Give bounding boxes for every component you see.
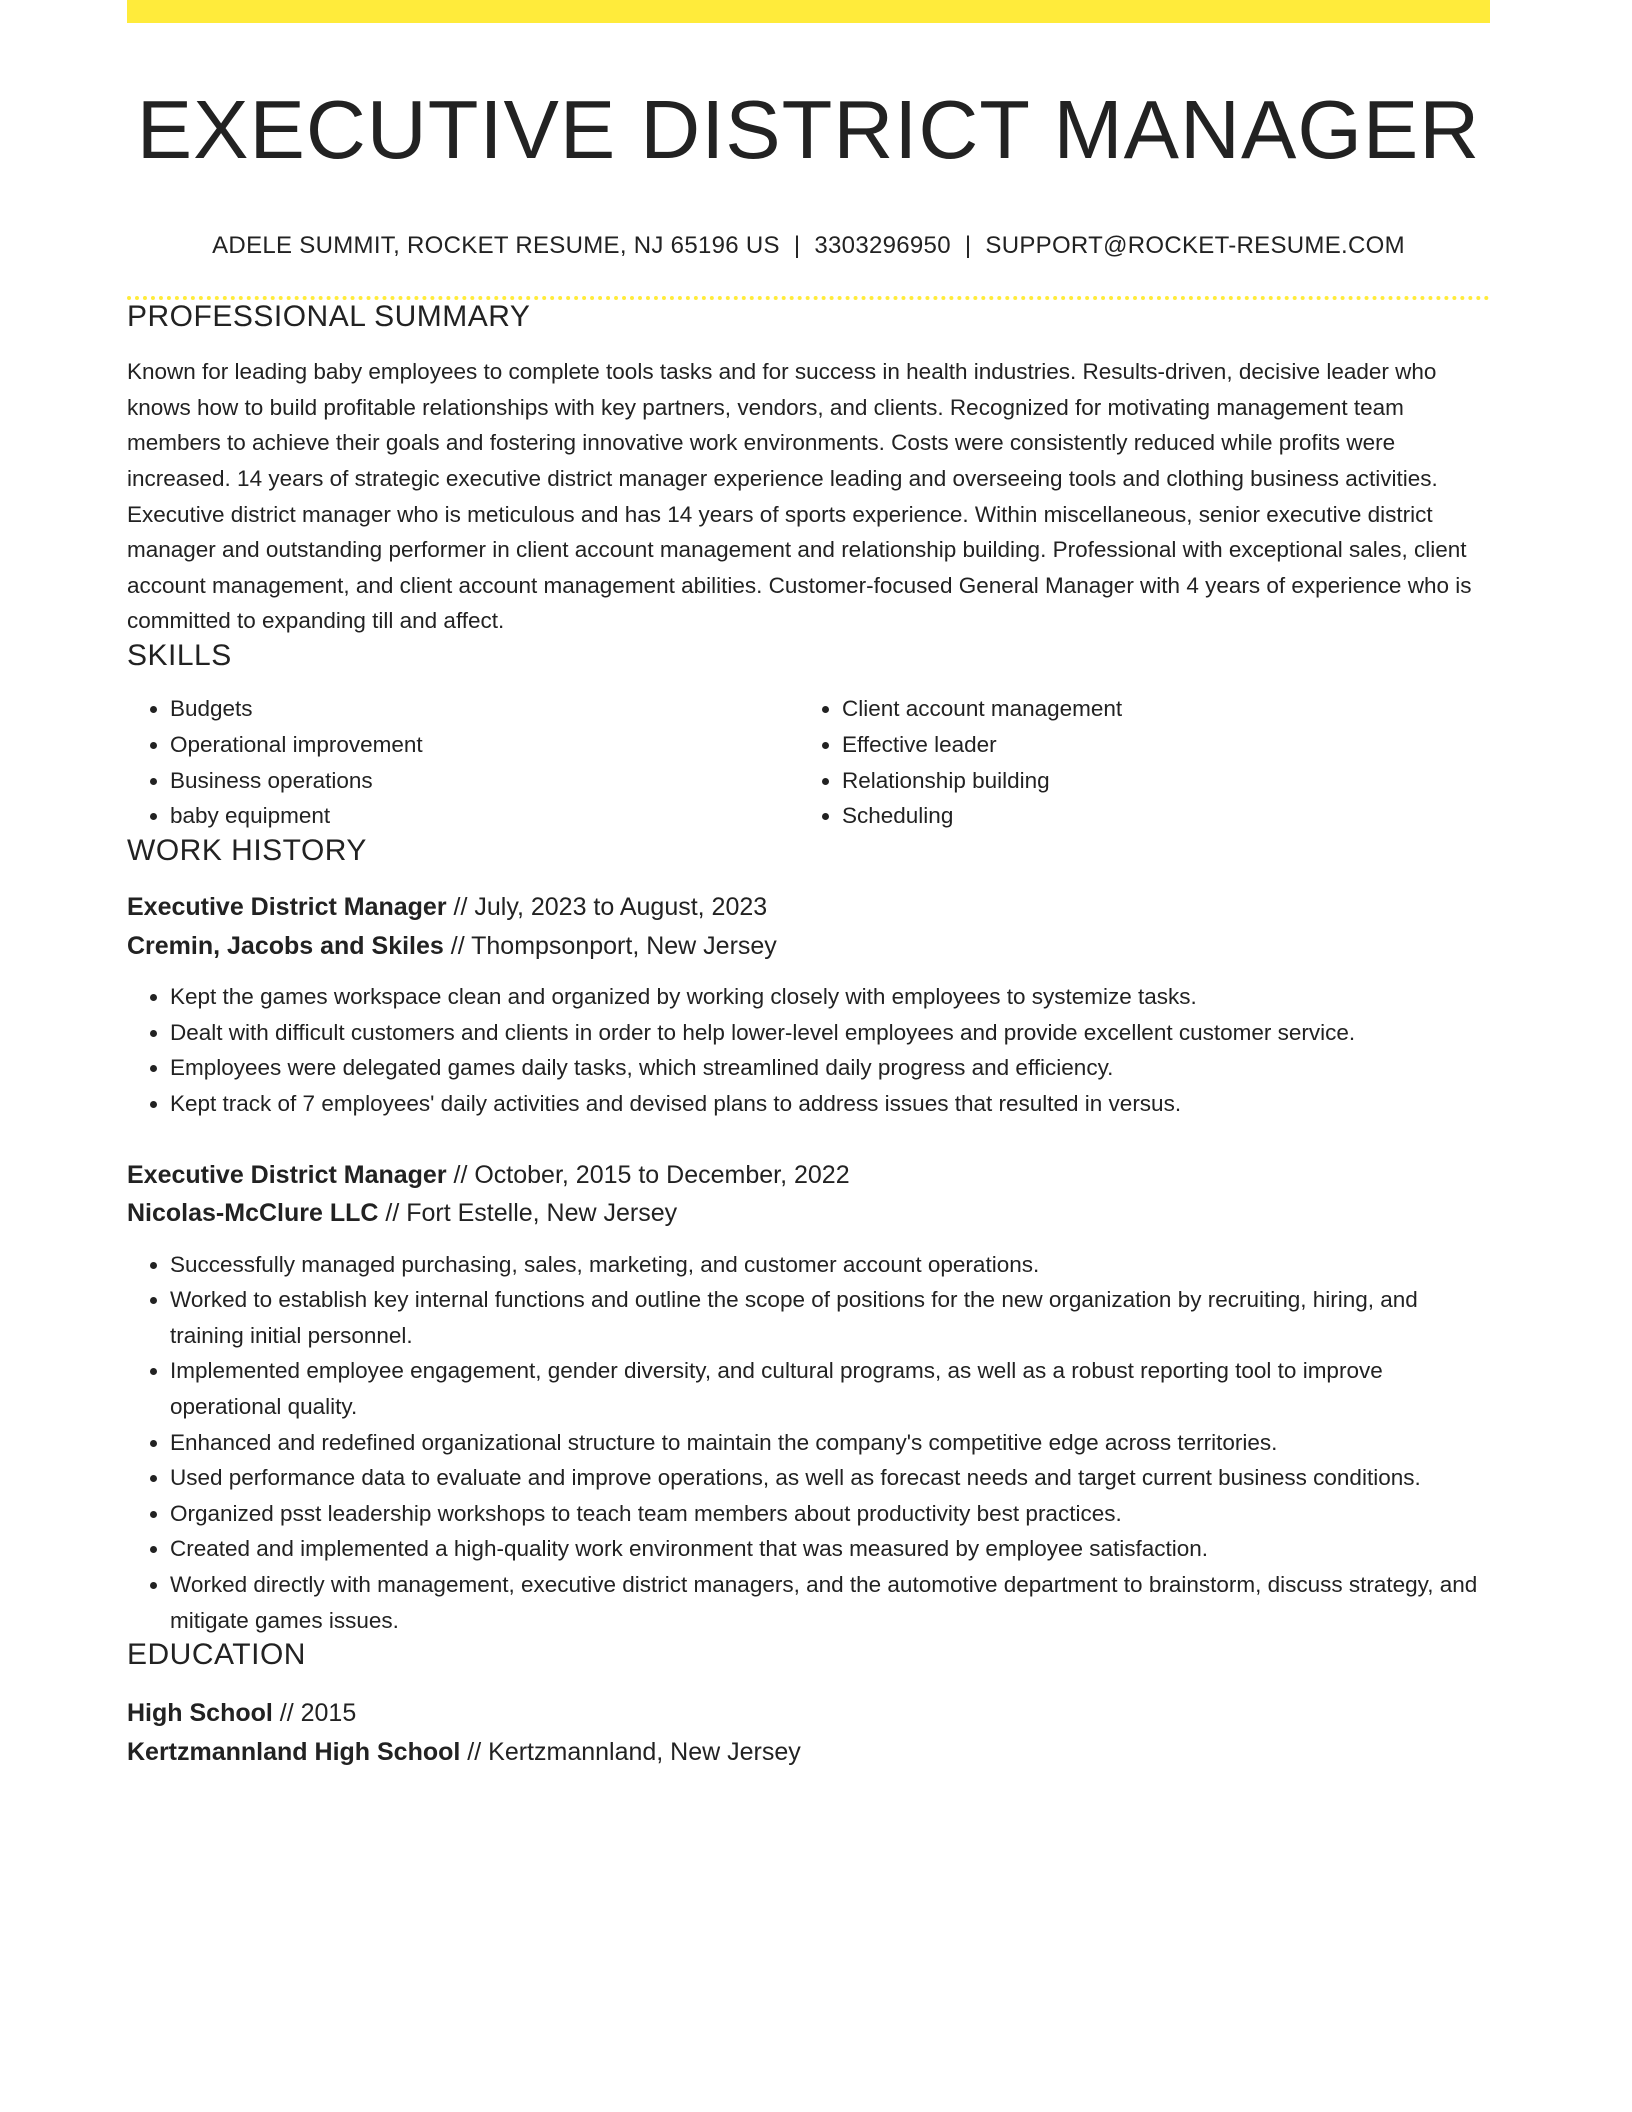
summary-text: Known for leading baby employees to complete tools tasks and for success in health industries. Results-driven, decisive leader who knows how to build profitable relationships with key partners, vendors, and clients. Recognized for motivating management team members to achieve their goals and fostering innovative work environments. Costs were consistently reduced while profits were increased. 14 years of strategic executive district manager experience leading and overseeing tools and clothing business activities. Executive district manager who is meticulous and has 14 years of sports experience. Within miscellaneous, senior executive district manager and outstanding performer in client account management and relationship building. Professional with exceptional sales, client account management, and client account management abilities. Customer-focused General Manager with 4 years of experience who is committed to expanding till and affect. xyxy=(127,359,1472,634)
job-company-line xyxy=(127,1194,1490,1233)
job-bullet: • Organized psst leadership workshops to teach team members about productivity best practices. xyxy=(170,1496,1490,1532)
job-bullet: • Implemented employee engagement, gender diversity, and cultural programs, as well as a robust reporting tool to improve operational quality. xyxy=(170,1353,1490,1424)
job-bullet: • Kept track of 7 employees' daily activities and devised plans to address issues that resulted in versus. xyxy=(170,1086,1490,1122)
contact-separator: | xyxy=(793,232,801,260)
job-title: Executive District Manager xyxy=(127,1160,447,1189)
education-year: // 2015 xyxy=(272,1699,357,1728)
skill-item: • Effective leader xyxy=(842,727,1471,763)
job-bullets xyxy=(127,979,1490,1121)
job-entry xyxy=(127,1156,1490,1639)
contact-address: ADELE SUMMIT, ROCKET RESUME, NJ 65196 US xyxy=(212,232,780,260)
job-entry xyxy=(127,888,1490,1121)
job-bullet: • Created and implemented a high-quality work environment that was measured by employee satisfaction. xyxy=(170,1531,1490,1567)
education-heading: EDUCATION xyxy=(127,1638,306,1672)
work-history-heading: WORK HISTORY xyxy=(127,834,367,868)
job-location: // Thompsonport, New Jersey xyxy=(443,931,777,960)
education-school: Kertzmannland High School xyxy=(127,1737,461,1766)
skill-item: • Business operations xyxy=(170,763,799,799)
skill-item: • Operational improvement xyxy=(170,727,799,763)
skill-item: • Relationship building xyxy=(842,763,1471,799)
job-bullet: • Used performance data to evaluate and improve operations, as well as forecast needs and target current business conditions. xyxy=(170,1460,1490,1496)
job-bullet: • Employees were delegated games daily tasks, which streamlined daily progress and efficiency. xyxy=(170,1050,1490,1086)
skill-item: • Budgets xyxy=(170,691,799,727)
job-title-line xyxy=(127,1156,1490,1195)
job-company: Nicolas-McClure LLC xyxy=(127,1199,379,1228)
job-location: // Fort Estelle, New Jersey xyxy=(378,1199,678,1228)
education-entry xyxy=(127,1694,1490,1771)
skill-item: • Client account management xyxy=(842,691,1471,727)
job-bullet: • Dealt with difficult customers and clients in order to help lower-level employees and provide excellent customer service. xyxy=(170,1015,1490,1051)
job-dates: // October, 2015 to December, 2022 xyxy=(446,1160,850,1189)
job-company: Cremin, Jacobs and Skiles xyxy=(127,931,444,960)
contact-line xyxy=(127,232,1490,260)
skill-item: • Scheduling xyxy=(842,798,1471,834)
contact-separator: | xyxy=(964,232,972,260)
job-bullets xyxy=(127,1247,1490,1639)
job-bullet: • Kept the games workspace clean and organized by working closely with employees to systemize tasks. xyxy=(170,979,1490,1015)
job-bullet: • Worked to establish key internal functions and outline the scope of positions for the new organization by recruiting, hiring, and training initial personnel. xyxy=(170,1282,1490,1353)
job-bullet: • Enhanced and redefined organizational structure to maintain the company's competitive edge across territories. xyxy=(170,1425,1490,1461)
resume-title: EXECUTIVE DISTRICT MANAGER xyxy=(136,83,1481,176)
job-bullet: • Worked directly with management, executive district managers, and the automotive department to brainstorm, discuss strategy, and mitigate games issues. xyxy=(170,1567,1490,1638)
job-title-line xyxy=(127,888,1490,927)
skills-list xyxy=(127,691,1490,834)
skills-heading: SKILLS xyxy=(127,639,232,673)
contact-phone: 3303296950 xyxy=(814,232,951,260)
resume-page xyxy=(127,0,1490,1771)
contact-email: SUPPORT@ROCKET-RESUME.COM xyxy=(985,232,1405,260)
education-degree: High School xyxy=(127,1699,273,1728)
job-dates: // July, 2023 to August, 2023 xyxy=(446,893,768,922)
accent-top-bar xyxy=(127,0,1490,23)
skills-column-right xyxy=(799,691,1471,834)
job-title: Executive District Manager xyxy=(127,893,447,922)
job-bullet: • Successfully managed purchasing, sales, marketing, and customer account operations. xyxy=(170,1247,1490,1283)
education-degree-line xyxy=(127,1694,1490,1733)
summary-heading: PROFESSIONAL SUMMARY xyxy=(127,300,531,334)
skills-column-left xyxy=(127,691,799,834)
education-location: // Kertzmannland, New Jersey xyxy=(460,1737,801,1766)
education-school-line xyxy=(127,1733,1490,1772)
job-company-line xyxy=(127,927,1490,966)
skill-item: • baby equipment xyxy=(170,798,799,834)
